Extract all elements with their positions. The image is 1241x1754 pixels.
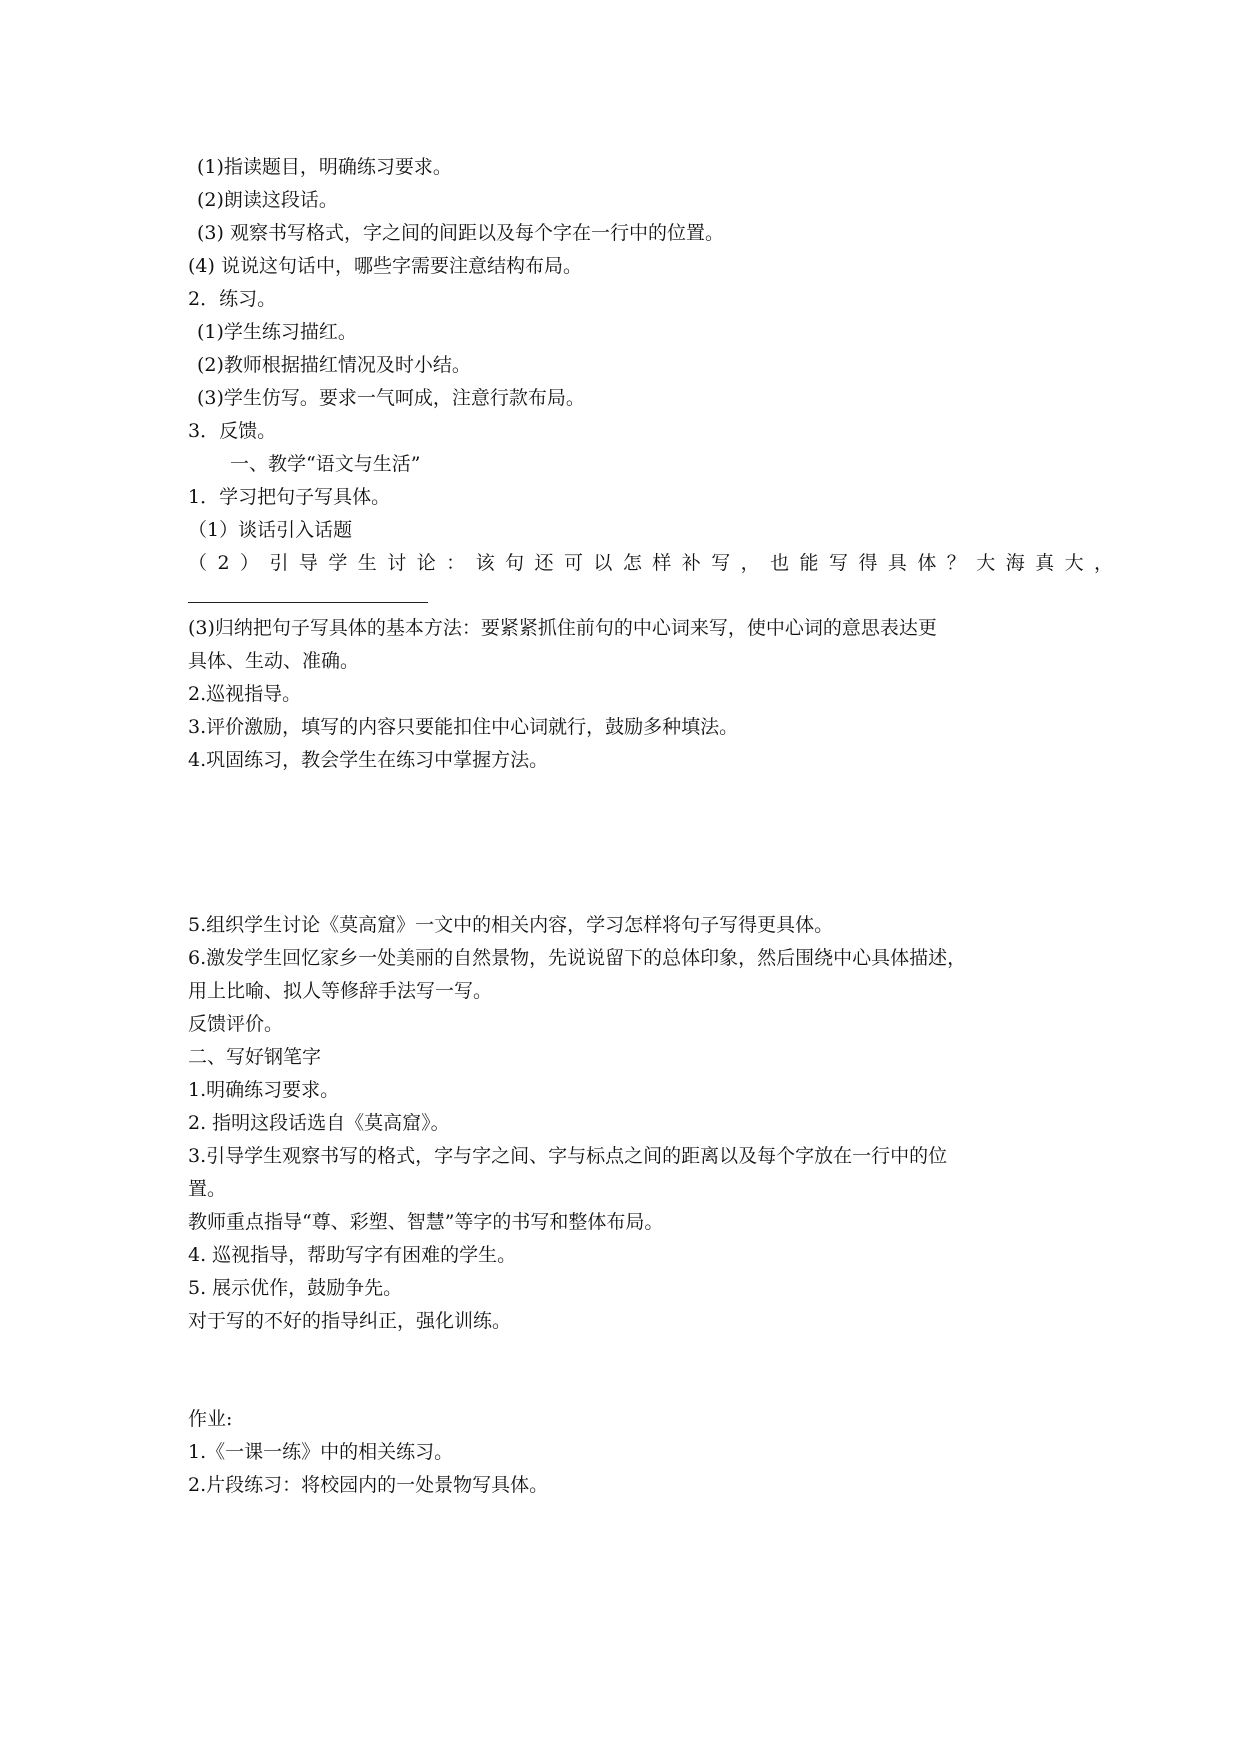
item-source: 2. 指明这段话选自《莫高窟》。 [188, 1112, 450, 1134]
step-introduce-topic: （1）谈话引入话题 [188, 519, 353, 541]
item-observe-writing: 3.引导学生观察书写的格式，字与字之间、字与标点之间的距离以及每个字放在一行中的位 [188, 1145, 948, 1167]
item-feedback-eval: 反馈评价。 [188, 1013, 284, 1035]
item-correct: 对于写的不好的指导纠正，强化训练。 [188, 1310, 512, 1332]
step-imitate: (3)学生仿写。要求一气呵成，注意行款布局。 [197, 387, 585, 409]
item-learn-sentence: 1．学习把句子写具体。 [188, 486, 391, 508]
homework-item-2: 2.片段练习：将校园内的一处景物写具体。 [188, 1474, 549, 1496]
step-tracing: (1)学生练习描红。 [197, 321, 357, 343]
item-showcase: 5. 展示优作，鼓励争先。 [188, 1277, 403, 1299]
item-teacher-focus: 教师重点指导“尊、彩塑、智慧”等字的书写和整体布局。 [188, 1211, 664, 1233]
homework-item-1: 1.《一课一练》中的相关练习。 [188, 1441, 454, 1463]
step-summarize-method-cont: 具体、生动、准确。 [188, 650, 360, 672]
section-heading-language-life: 一、教学“语文与生活” [230, 453, 421, 475]
fill-in-blank-line [188, 602, 428, 603]
step-observe-format: (3) 观察书写格式，字之间的间距以及每个字在一行中的位置。 [197, 222, 724, 244]
step-guide-discussion: （2）引导学生讨论：该句还可以怎样补写，也能写得具体？大海真大， [188, 552, 1124, 574]
homework-heading: 作业: [188, 1408, 233, 1430]
step-read-aloud: (2)朗读这段话。 [197, 189, 338, 211]
item-clarify-requirements: 1.明确练习要求。 [188, 1079, 340, 1101]
item-recall-hometown-cont: 用上比喻、拟人等修辞手法写一写。 [188, 980, 493, 1002]
step-summarize-method: (3)归纳把句子写具体的基本方法：要紧紧抓住前句的中心词来写，使中心词的意思表达更 [188, 617, 937, 639]
step-summary: (2)教师根据描红情况及时小结。 [197, 354, 471, 376]
item-patrol-guide: 2.巡视指导。 [188, 683, 302, 705]
step-read-title: (1)指读题目，明确练习要求。 [197, 156, 452, 178]
section-heading-pen-writing: 二、写好钢笔字 [188, 1046, 322, 1068]
item-recall-hometown: 6.激发学生回忆家乡一处美丽的自然景物，先说说留下的总体印象，然后围绕中心具体描述， [188, 947, 967, 969]
item-feedback: 3．反馈。 [188, 420, 277, 442]
item-consolidate: 4.巩固练习，教会学生在练习中掌握方法。 [188, 749, 549, 771]
item-observe-writing-cont: 置。 [188, 1178, 227, 1200]
item-patrol-help: 4. 巡视指导，帮助写字有困难的学生。 [188, 1244, 517, 1266]
item-practice: 2．练习。 [188, 288, 277, 310]
item-evaluate: 3.评价激励，填写的内容只要能扣住中心词就行，鼓励多种填法。 [188, 716, 739, 738]
item-discuss-mogao: 5.组织学生讨论《莫高窟》一文中的相关内容，学习怎样将句子写得更具体。 [188, 914, 834, 936]
step-discuss-structure: (4) 说说这句话中，哪些字需要注意结构布局。 [188, 255, 582, 277]
